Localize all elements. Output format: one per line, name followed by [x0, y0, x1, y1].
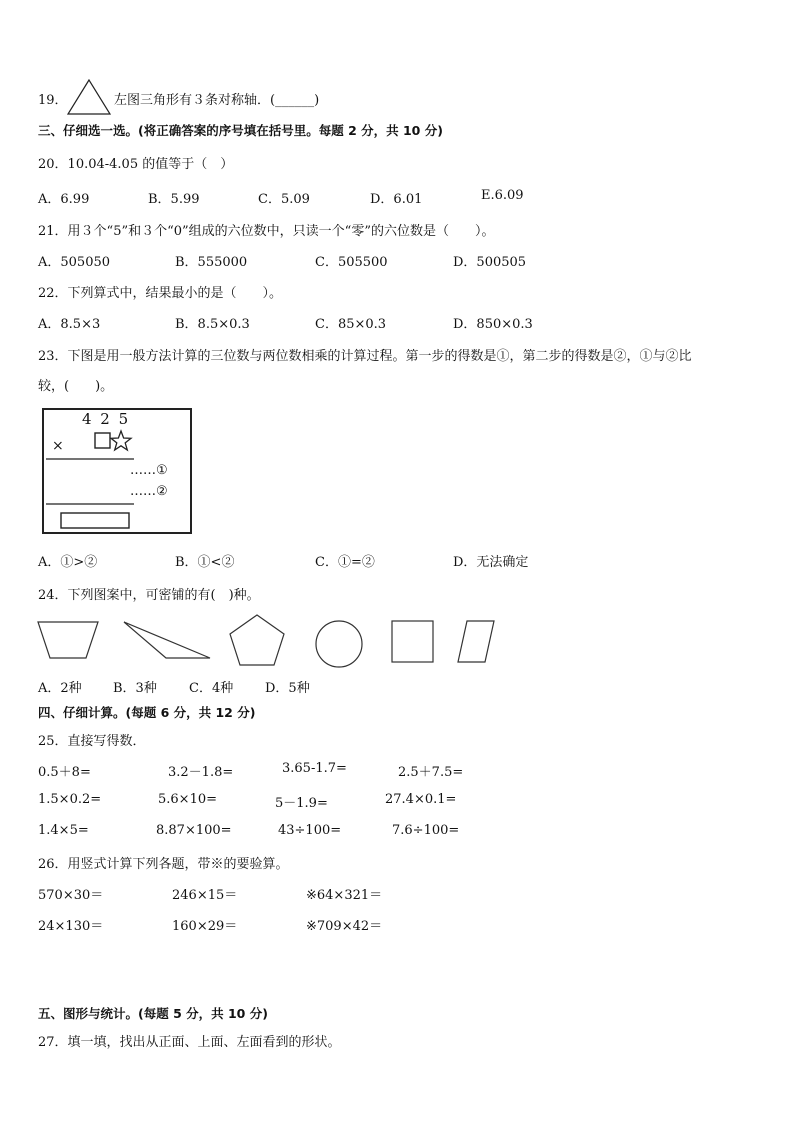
q24-stem: 24．下列图案中，可密铺的有( )种。 [38, 588, 260, 603]
triangle-icon [66, 78, 112, 116]
q21-stem: 21．用３个“5”和３个“0”组成的六位数中，只读一个“零”的六位数是（ ）。 [38, 224, 495, 239]
section-3-heading: 三、仔细选一选。(将正确答案的序号填在括号里。每题 2 分，共 10 分) [38, 123, 443, 138]
q24-option-a: A．2种 [38, 681, 82, 696]
q20-option-d: D．6.01 [370, 192, 423, 207]
q21-option-c: C．505500 [315, 255, 388, 270]
q19-text: 左图三角形有３条对称轴．(______) [114, 93, 320, 108]
q22-stem: 22．下列算式中，结果最小的是（ ）。 [38, 286, 283, 301]
q25-item: 0.5＋8= [38, 765, 91, 780]
q20-option-e: E.6.09 [481, 188, 524, 203]
q23-fig-mark-2: ……② [130, 484, 168, 499]
q21-option-a: A．505050 [38, 255, 111, 270]
q27-stem: 27．填一填，找出从正面、上面、左面看到的形状。 [38, 1035, 341, 1050]
q22-option-a: A．8.5×3 [38, 317, 101, 332]
q24-option-d: D．5种 [265, 681, 310, 696]
divider-line [46, 458, 136, 460]
q20-option-a: A．6.99 [38, 192, 90, 207]
q21-option-b: B．555000 [175, 255, 248, 270]
q25-stem: 25．直接写得数． [38, 734, 146, 749]
q26-stem: 26．用竖式计算下列各题，带※的要验算。 [38, 857, 289, 872]
section-4-heading: 四、仔细计算。(每题 6 分，共 12 分) [38, 705, 256, 720]
pentagon-icon [228, 613, 286, 667]
q26-item: 160×29＝ [172, 919, 238, 934]
q25-item: 5.6×10= [158, 792, 218, 807]
q25-item: 1.5×0.2= [38, 792, 102, 807]
q26-item: ※64×321＝ [306, 888, 383, 903]
q24-option-b: B．3种 [113, 681, 157, 696]
q26-item: ※709×42＝ [306, 919, 383, 934]
q20-option-b: B．5.99 [148, 192, 200, 207]
q25-item: 2.5＋7.5= [398, 765, 464, 780]
q26-item: 246×15＝ [172, 888, 238, 903]
q23-option-b: B．①<② [175, 555, 235, 570]
star-icon [110, 430, 132, 452]
q23-option-a: A．①>② [38, 555, 98, 570]
q20-stem: 20．10.04-4.05 的值等于（ ） [38, 157, 234, 172]
trapezoid-icon [36, 618, 100, 660]
divider-line [46, 503, 136, 505]
q25-item: 43÷100= [278, 823, 342, 838]
q23-option-c: C．①=② [315, 555, 375, 570]
q25-item: 8.87×100= [156, 823, 232, 838]
q25-item: 5－1.9= [275, 796, 328, 811]
q23-stem-line2: 较，( )。 [38, 379, 114, 394]
q23-multiplication-figure [42, 408, 192, 534]
q23-option-d: D．无法确定 [453, 555, 529, 570]
square-icon [390, 619, 436, 665]
q23-fig-times: × [52, 438, 64, 454]
q20-option-c: C．5.09 [258, 192, 310, 207]
q24-option-c: C．4种 [189, 681, 234, 696]
q23-fig-multiplicand: 4 2 5 [82, 410, 131, 428]
q22-option-c: C．85×0.3 [315, 317, 387, 332]
parallelogram-icon [456, 619, 496, 665]
obtuse-triangle-icon [122, 618, 214, 660]
q26-item: 24×130＝ [38, 919, 104, 934]
section-5-heading: 五、图形与统计。(每题 5 分，共 10 分) [38, 1006, 268, 1021]
q22-option-d: D．850×0.3 [453, 317, 533, 332]
q25-item: 1.4×5= [38, 823, 89, 838]
q25-item: 3.65-1.7= [282, 761, 347, 776]
q23-stem-line1: 23．下图是用一般方法计算的三位数与两位数相乘的计算过程。第一步的得数是①，第二步的得数是②，①与②比 [38, 349, 692, 364]
q26-item: 570×30＝ [38, 888, 104, 903]
q22-option-b: B．8.5×0.3 [175, 317, 250, 332]
circle-icon [314, 619, 364, 669]
q21-option-d: D．500505 [453, 255, 527, 270]
q25-item: 3.2－1.8= [168, 765, 234, 780]
q23-fig-mark-1: ……① [130, 463, 168, 478]
q19-number: 19． [38, 93, 68, 108]
answer-box [60, 512, 132, 530]
q25-item: 27.4×0.1= [385, 792, 457, 807]
q25-item: 7.6÷100= [392, 823, 460, 838]
